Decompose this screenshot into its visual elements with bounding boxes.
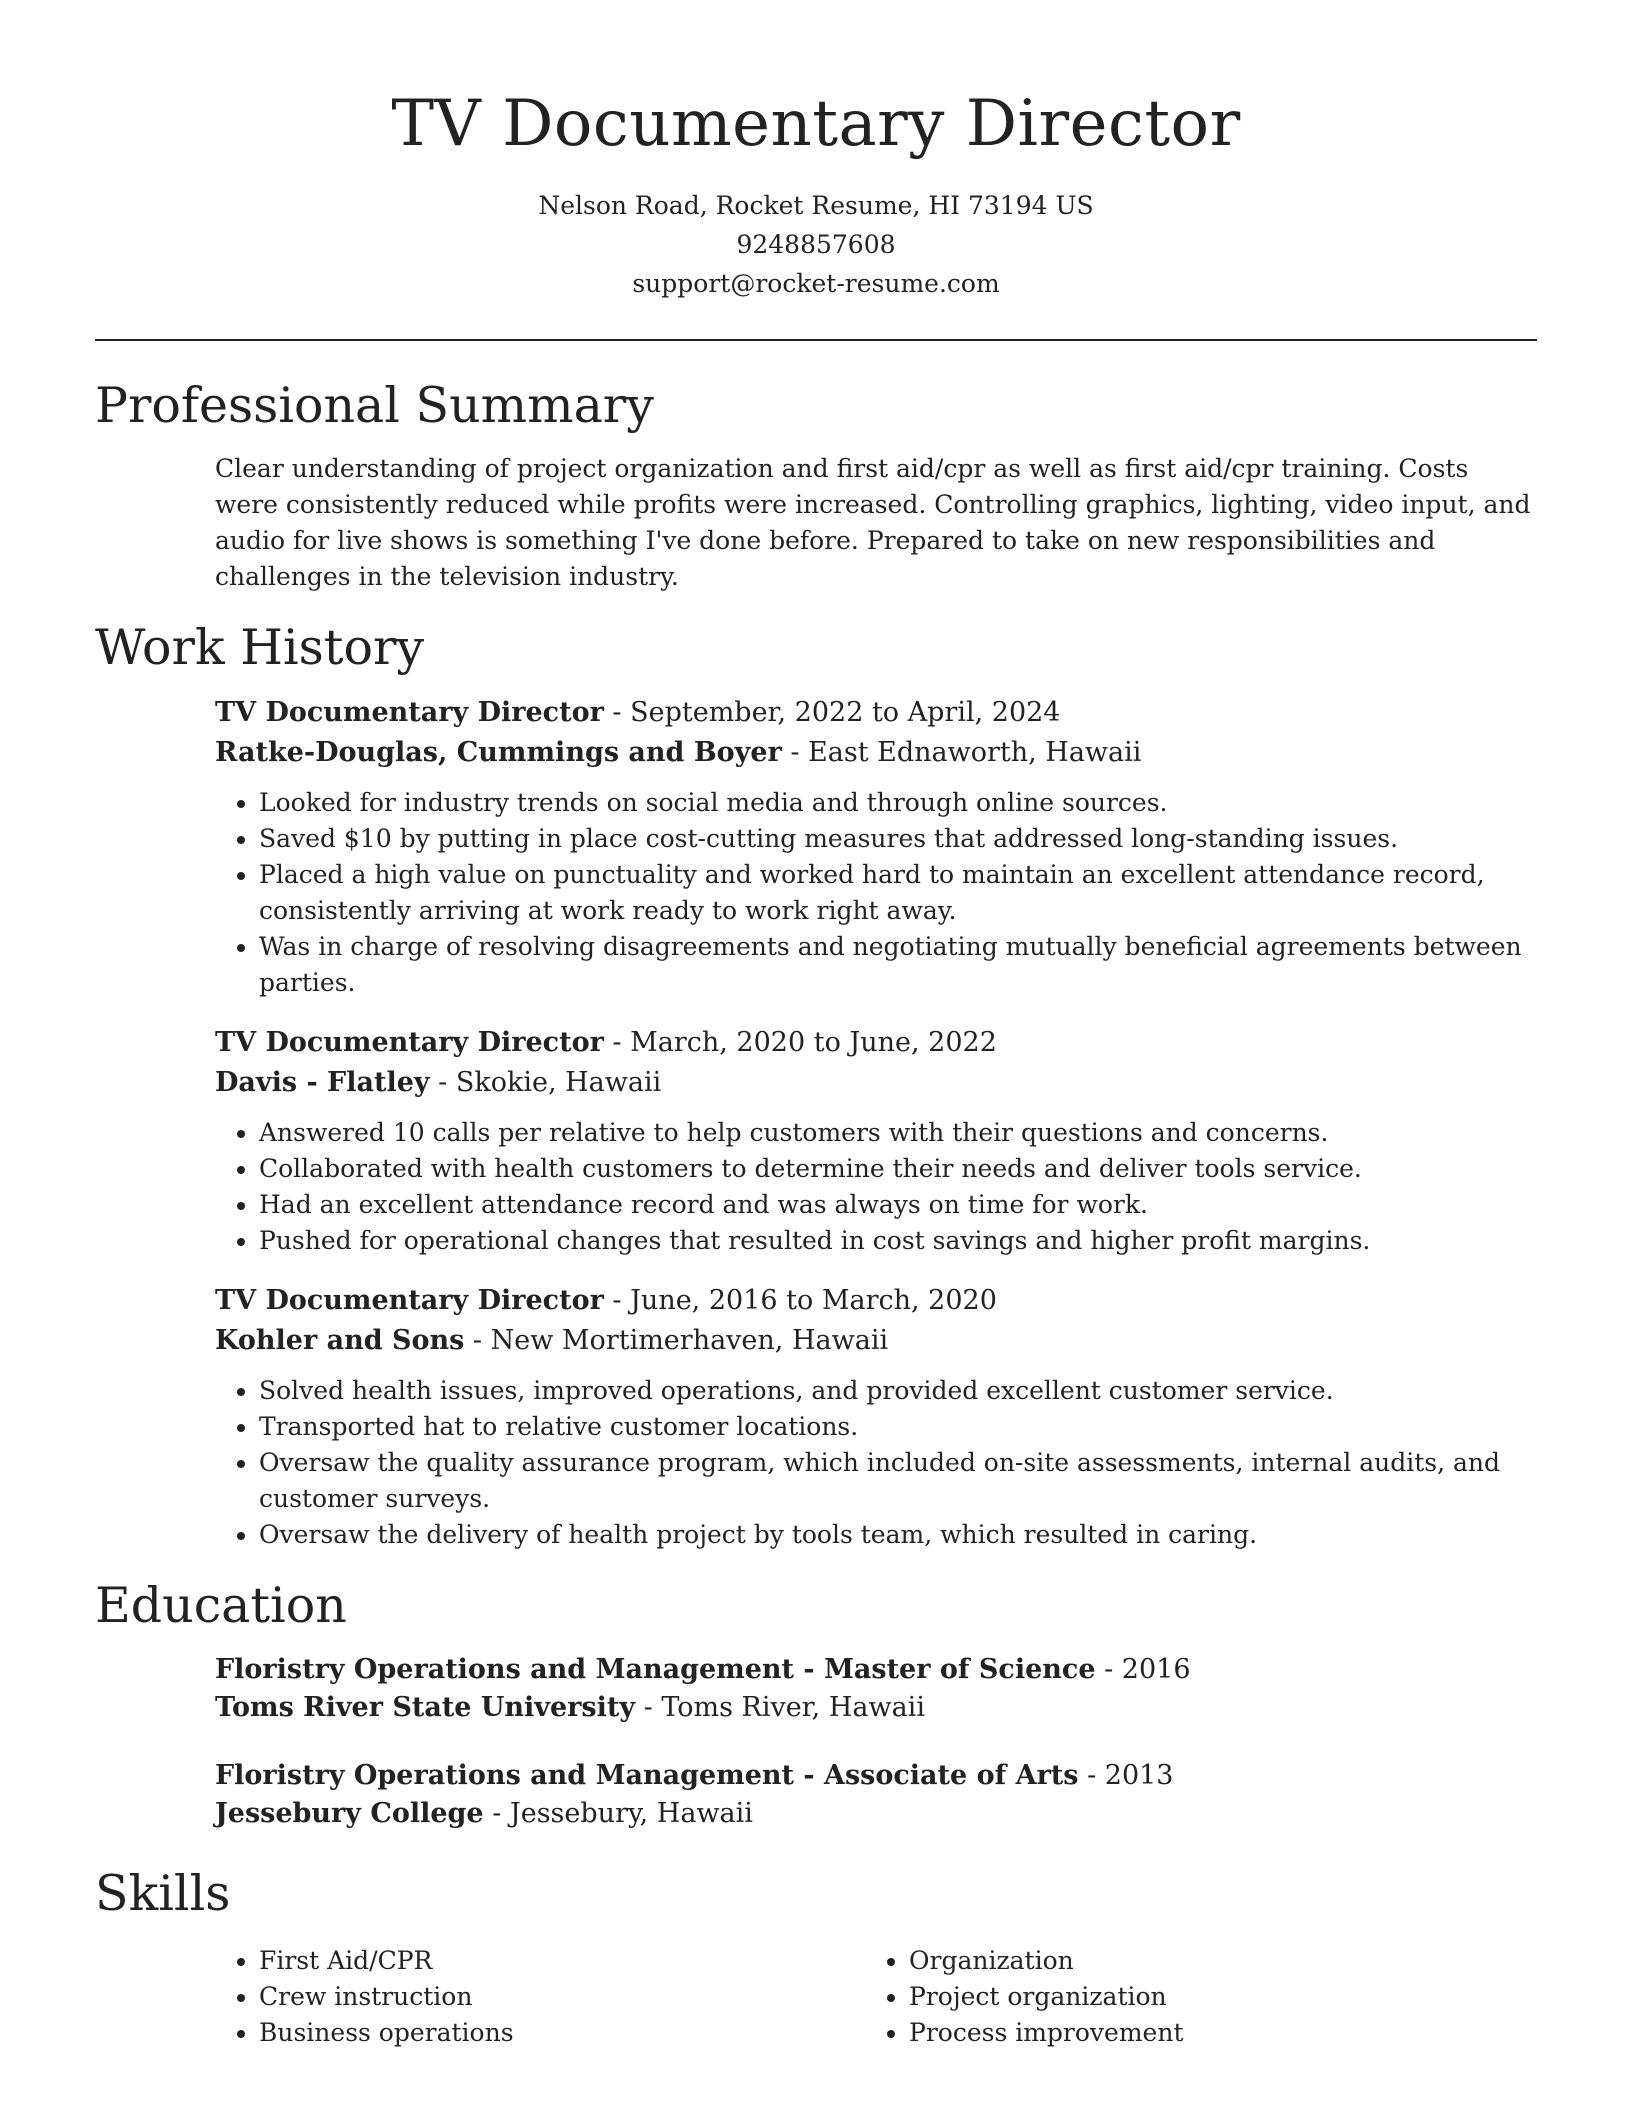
job-bullets (215, 1115, 1537, 1259)
job-role: TV Documentary Director (215, 1285, 604, 1316)
phone: 9248857608 (736, 230, 896, 259)
job-role: TV Documentary Director (215, 1027, 604, 1058)
education-entry (215, 1651, 1537, 1727)
job-entry (215, 1281, 1537, 1553)
job-bullet: • Oversaw the delivery of health project by tools team, which resulted in caring. (259, 1517, 1537, 1553)
education-school-line (215, 1689, 1537, 1727)
job-title-line (215, 1023, 1537, 1063)
education-year: - 2013 (1078, 1760, 1174, 1791)
skills-column-right (865, 1939, 1515, 2051)
job-title-line (215, 693, 1537, 733)
job-bullet: • Was in charge of resolving disagreements and negotiating mutually beneficial agreements between parties. (259, 929, 1537, 1001)
education-field: Floristry Operations and Management (215, 1654, 794, 1685)
job-bullet: • Oversaw the quality assurance program, which included on-site assessments, internal audits, and customer surveys. (259, 1445, 1537, 1517)
job-company-line (215, 1063, 1537, 1103)
job-entry (215, 693, 1537, 1001)
email: support@rocket-resume.com (632, 269, 1000, 298)
skill-item: • Process improvement (909, 2015, 1515, 2051)
job-company: Kohler and Sons (215, 1325, 465, 1356)
job-location: - Skokie, Hawaii (429, 1067, 662, 1098)
summary-section (95, 375, 1537, 595)
education-school-line (215, 1795, 1537, 1833)
skill-item: • Project organization (909, 1979, 1515, 2015)
skill-item: • Organization (909, 1943, 1515, 1979)
job-location: - East Ednaworth, Hawaii (781, 737, 1142, 768)
job-bullet: • Placed a high value on punctuality and worked hard to maintain an excellent attendance record, consistently arriving at work ready to work right away. (259, 857, 1537, 929)
job-dates: - September, 2022 to April, 2024 (603, 697, 1061, 728)
resume-header (95, 0, 1537, 303)
job-entry (215, 1023, 1537, 1259)
job-bullet: • Looked for industry trends on social media and through online sources. (259, 785, 1537, 821)
skills-section (95, 1863, 1537, 2051)
skills-column-left (215, 1939, 865, 2051)
candidate-name: TV Documentary Director (391, 87, 1241, 161)
job-bullets (215, 785, 1537, 1001)
address: Nelson Road, Rocket Resume, HI 73194 US (538, 191, 1094, 220)
job-bullet: • Pushed for operational changes that resulted in cost savings and higher profit margins. (259, 1223, 1537, 1259)
summary-title: Professional Summary (95, 377, 654, 434)
education-degree: Master of Science (824, 1654, 1096, 1685)
job-bullet: • Transported hat to relative customer locations. (259, 1409, 1537, 1445)
job-company: Ratke-Douglas, Cummings and Boyer (215, 737, 782, 768)
job-bullet: • Solved health issues, improved operations, and provided excellent customer service. (259, 1373, 1537, 1409)
skills-title: Skills (95, 1865, 231, 1922)
job-title-line (215, 1281, 1537, 1321)
job-bullet: • Collaborated with health customers to determine their needs and deliver tools service. (259, 1151, 1537, 1187)
work-history-section (95, 617, 1537, 1553)
job-location: - New Mortimerhaven, Hawaii (464, 1325, 889, 1356)
job-role: TV Documentary Director (215, 697, 604, 728)
education-school: Jessebury College (215, 1798, 484, 1829)
education-location: - Jessebury, Hawaii (483, 1798, 753, 1829)
education-school: Toms River State University (215, 1692, 636, 1723)
education-entry (215, 1757, 1537, 1833)
job-dates: - June, 2016 to March, 2020 (603, 1285, 997, 1316)
work-history-title: Work History (95, 619, 425, 676)
skill-item: • Business operations (259, 2015, 865, 2051)
education-field: Floristry Operations and Management (215, 1760, 794, 1791)
education-location: - Toms River, Hawaii (635, 1692, 925, 1723)
skill-item: • Crew instruction (259, 1979, 865, 2015)
skill-item: • First Aid/CPR (259, 1943, 865, 1979)
education-year: - 2016 (1095, 1654, 1191, 1685)
header-divider (95, 339, 1537, 341)
job-bullets (215, 1373, 1537, 1553)
education-degree: Associate of Arts (824, 1760, 1079, 1791)
education-title: Education (95, 1577, 347, 1634)
education-section (95, 1575, 1537, 1833)
education-degree-line: Floristry Operations and Management - Associate of Arts - 2013 (215, 1760, 1174, 1791)
job-company-line (215, 1321, 1537, 1361)
job-company: Davis - Flatley (215, 1067, 430, 1098)
job-bullet: • Answered 10 calls per relative to help customers with their questions and concerns. (259, 1115, 1537, 1151)
job-company-line (215, 733, 1537, 773)
education-degree-line: Floristry Operations and Management - Master of Science - 2016 (215, 1654, 1191, 1685)
job-bullet: • Saved $10 by putting in place cost-cutting measures that addressed long-standing issues. (259, 821, 1537, 857)
summary-text: Clear understanding of project organization and first aid/cpr as well as first aid/cpr training. Costs were consistently reduced while profits were increased. Controlling graphics, lighting, video input, and audio for live shows is something I've done before. Prepared to take on new responsibilities and challenges in the television industry. (215, 454, 1531, 591)
job-bullet: • Had an excellent attendance record and was always on time for work. (259, 1187, 1537, 1223)
job-dates: - March, 2020 to June, 2022 (603, 1027, 997, 1058)
